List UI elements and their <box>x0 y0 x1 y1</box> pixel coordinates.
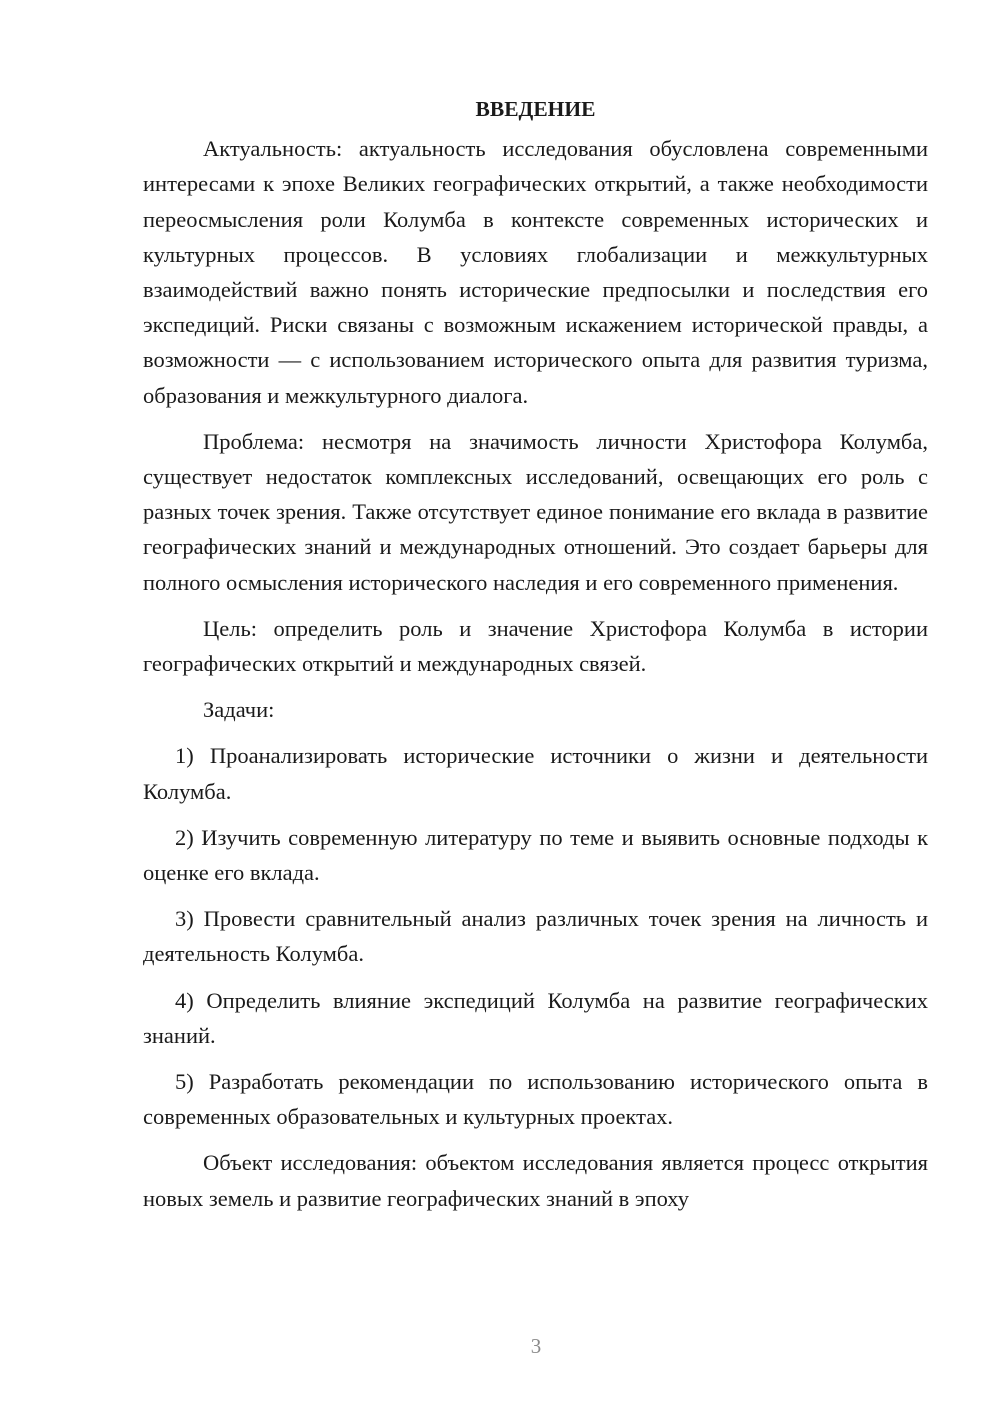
task-item-3: 3) Провести сравнительный анализ различных точек зрения на личность и деятельность Колумба. <box>143 906 928 967</box>
task-item-4: 4) Определить влияние экспедиций Колумба на развитие географических знаний. <box>143 987 928 1048</box>
object-paragraph: Объект исследования: объектом исследования является процесс открытия новых земель и развитие географических знаний в эпоху <box>143 1150 928 1211</box>
page-number: 3 <box>530 1334 542 1358</box>
tasks-label: Задачи: <box>203 697 275 723</box>
section-heading: ВВЕДЕНИЕ <box>475 97 596 121</box>
page-content <box>143 92 928 1216</box>
task-item-2: 2) Изучить современную литературу по теме и выявить основные подходы к оценке его вклада. <box>143 824 928 886</box>
task-item-1: 1) Проанализировать исторические источники о жизни и деятельности Колумба. <box>143 743 928 804</box>
goal-paragraph: Цель: определить роль и значение Христофора Колумба в истории географических открытий и международных связей. <box>143 615 928 677</box>
task-item-5: 5) Разработать рекомендации по использованию исторического опыта в современных образовательных и культурных проектах. <box>143 1069 928 1130</box>
relevance-paragraph: Актуальность: актуальность исследования обусловлена современными интересами к эпохе Великих географических открытий, а также необходимости переосмысления роли Колумба в контексте современных исторических и культурных процессов. В условиях глобализации и межкультурных взаимодействий важно понять исторические предпосылки и последствия его экспедиций. Риски связаны с возможным искажением исторической правды, а возможности — с использованием исторического опыта для развития туризма, образования и межкультурного диалога. <box>143 136 928 408</box>
problem-paragraph: Проблема: несмотря на значимость личности Христофора Колумба, существует недостаток комплексных исследований, освещающих его роль с разных точек зрения. Также отсутствует единое понимание его вклада в развитие географических знаний и международных отношений. Это создает барьеры для полного осмысления исторического наследия и его современного применения. <box>143 428 928 595</box>
